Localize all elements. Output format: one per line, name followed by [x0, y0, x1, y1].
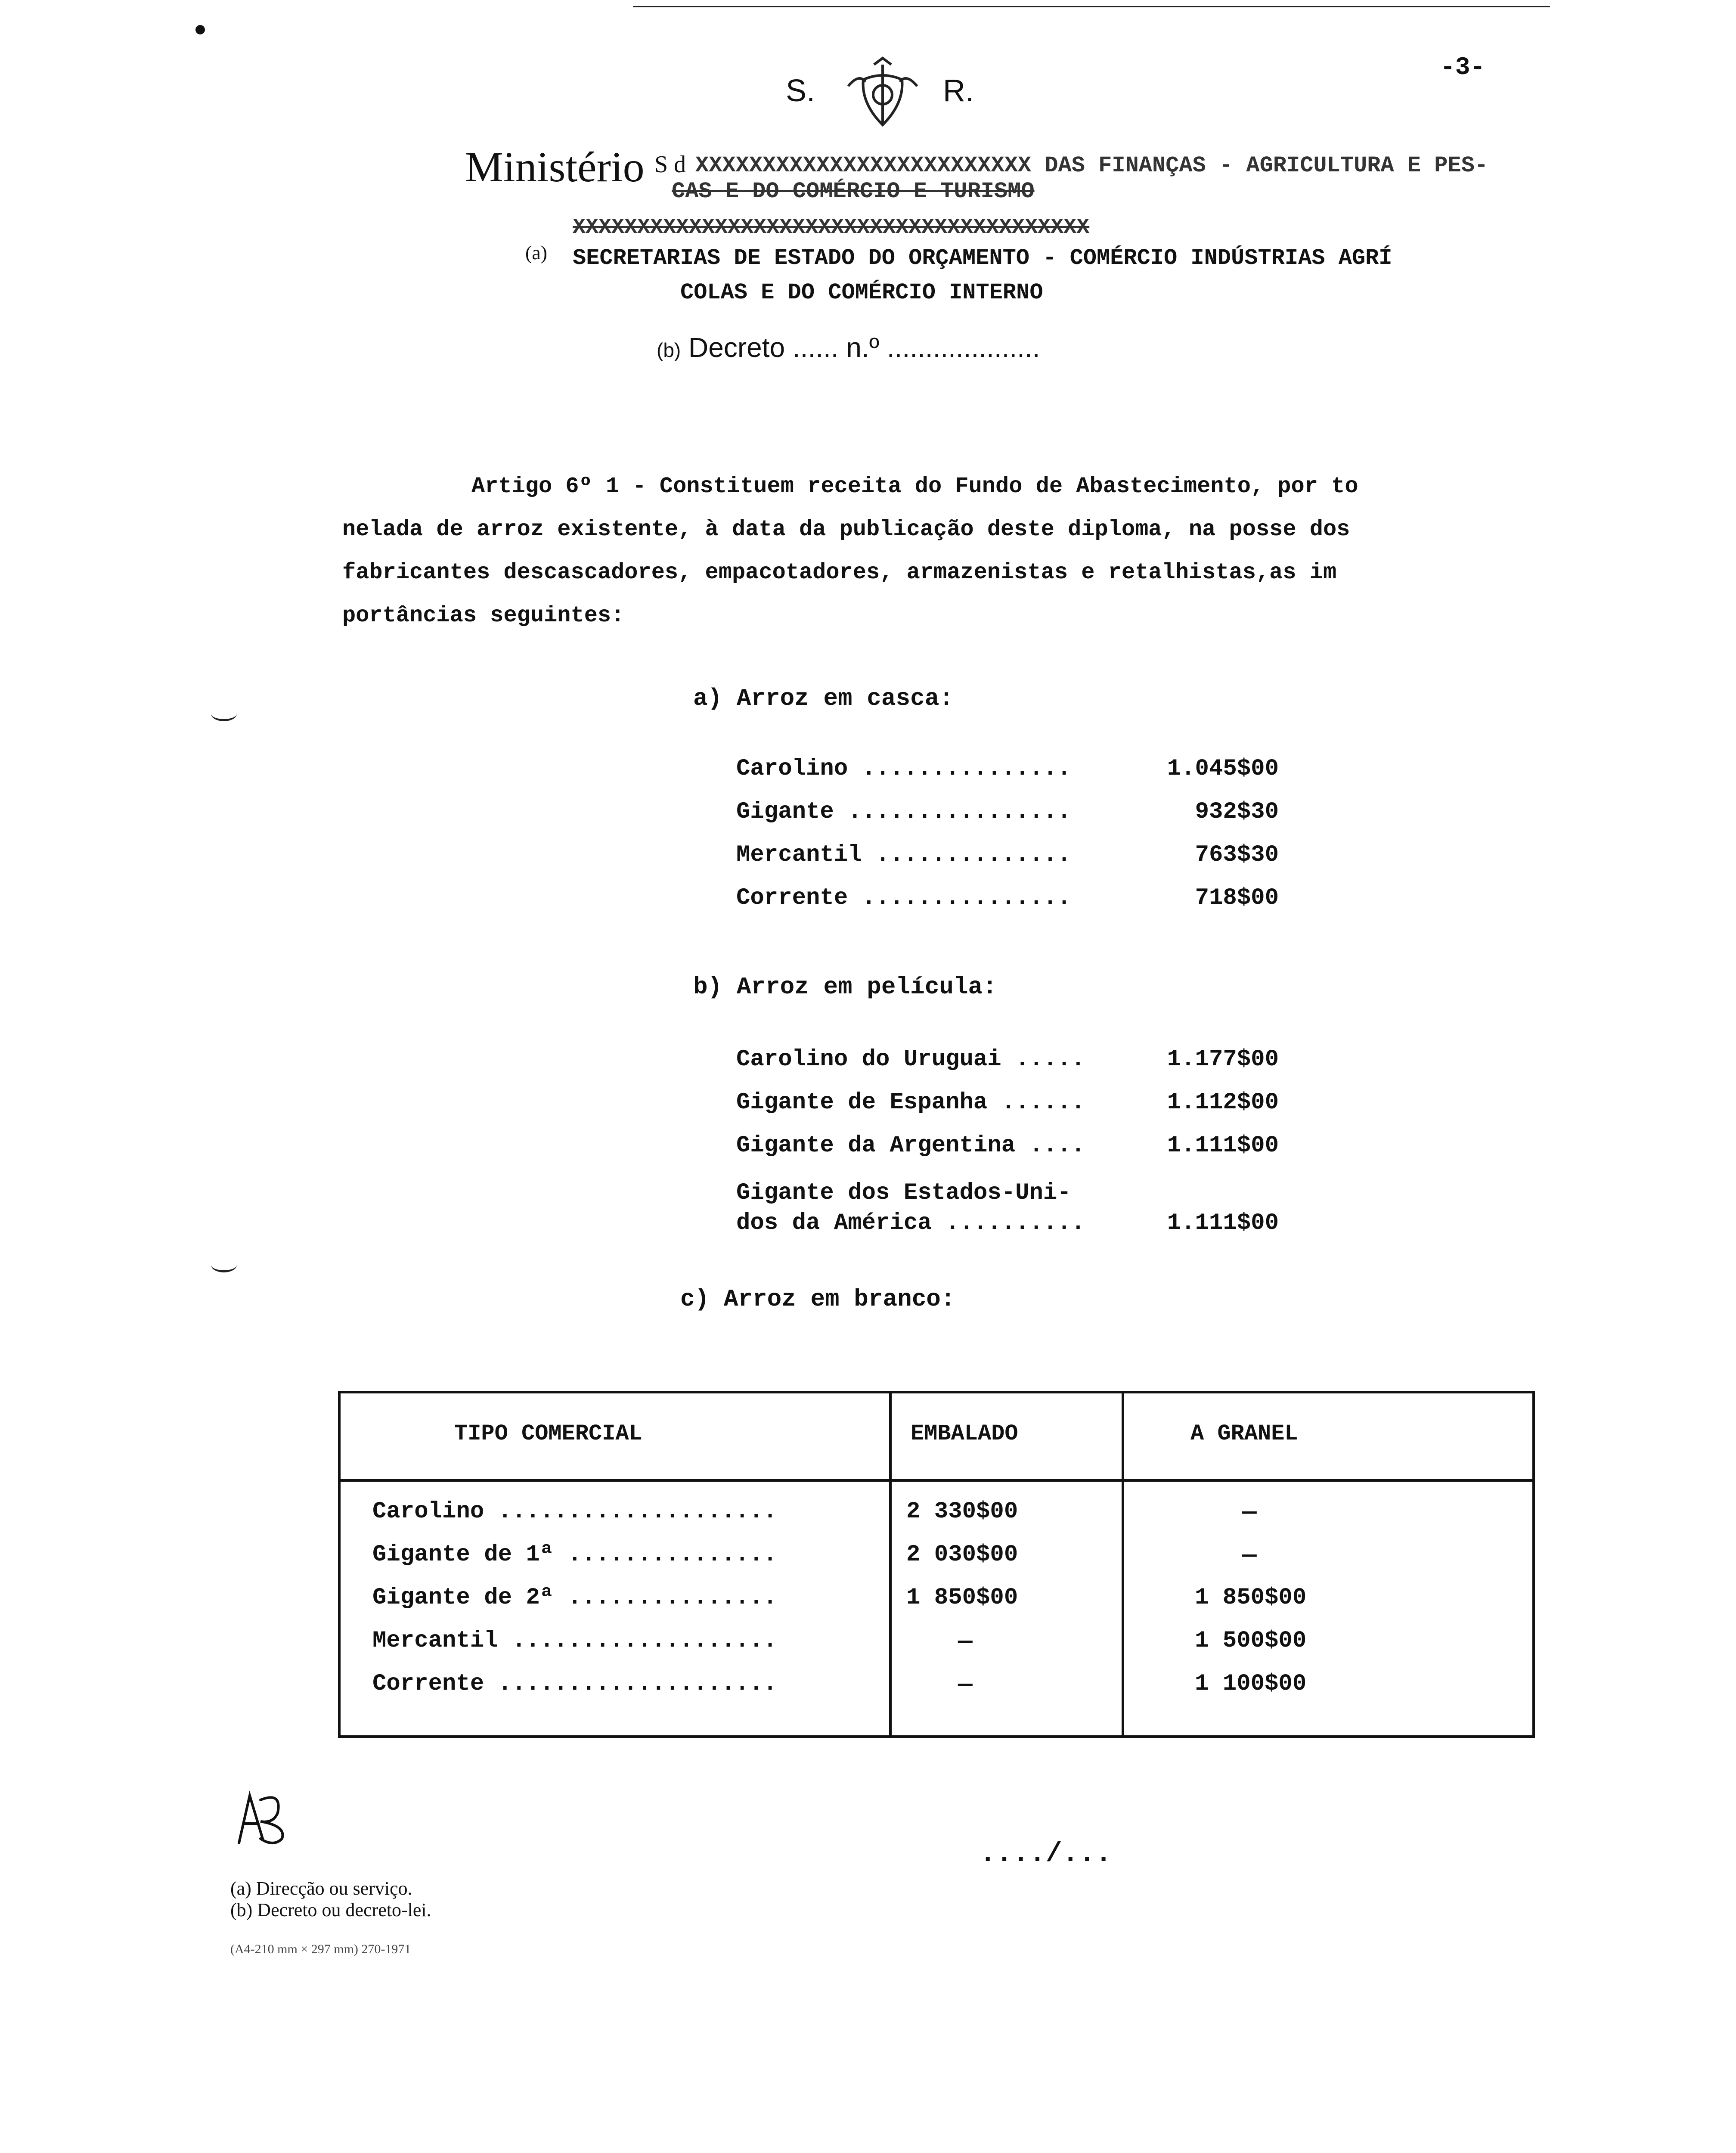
- table-cell: —: [958, 1628, 973, 1655]
- decreto-blank: ......: [792, 332, 839, 363]
- decreto-line: [657, 332, 1040, 363]
- table-header: EMBALADO: [911, 1421, 1018, 1446]
- artigo-line: Artigo 6º 1 - Constituem receita do Fundo de Abastecimento, por to: [471, 474, 1358, 499]
- list-item: Mercantil ..............: [736, 842, 1071, 868]
- decreto-no-label: n.º: [846, 332, 880, 363]
- table-cell: Mercantil ...................: [372, 1628, 777, 1654]
- list-value: 1.177$00: [1167, 1046, 1279, 1073]
- header-r: R.: [943, 74, 974, 108]
- list-value: 1.112$00: [1167, 1089, 1279, 1116]
- ministerio-name-line2: CAS E DO COMÉRCIO E TURISMO: [672, 179, 1035, 204]
- decreto-label: Decreto: [688, 332, 785, 363]
- table-cell: Gigante de 1ª ...............: [372, 1542, 777, 1568]
- handwritten-initials-icon: [230, 1783, 295, 1847]
- list-value: 718$00: [1195, 885, 1279, 911]
- list-value: 1.045$00: [1167, 756, 1279, 782]
- header-s: S.: [786, 74, 815, 108]
- table-cell: 1 850$00: [906, 1585, 1018, 1611]
- table-rule: [338, 1391, 1535, 1393]
- table-cell: 1 500$00: [1195, 1628, 1307, 1654]
- page-number: -3-: [1440, 54, 1485, 82]
- artigo-line: portâncias seguintes:: [342, 603, 625, 628]
- list-item: Carolino do Uruguai .....: [736, 1046, 1085, 1073]
- list-item: Corrente ...............: [736, 885, 1071, 911]
- coat-of-arms-icon: [840, 56, 926, 133]
- footnote-a: (a) Direcção ou serviço.: [230, 1878, 412, 1899]
- list-item: Gigante dos Estados-Uni-: [736, 1180, 1071, 1206]
- continuation-mark: ..../...: [980, 1839, 1112, 1870]
- table-header: TIPO COMERCIAL: [454, 1421, 642, 1446]
- secretaria-line1: SECRETARIAS DE ESTADO DO ORÇAMENTO - COMÉRCIO INDÚSTRIAS AGRÍ: [573, 245, 1392, 271]
- list-value: 1.111$00: [1167, 1132, 1279, 1159]
- margin-mark: [211, 1257, 237, 1272]
- artigo-paragraph: [342, 465, 1531, 637]
- table-rule: [338, 1479, 1535, 1482]
- table-cell: 2 030$00: [906, 1542, 1018, 1568]
- decreto-no-blank: ....................: [887, 332, 1040, 363]
- secretaria-struck: XXXXXXXXXXXXXXXXXXXXXXXXXXXXXXXXXXXXXXXX: [573, 215, 1090, 240]
- list-value: 1.111$00: [1167, 1210, 1279, 1236]
- table-rule: [338, 1391, 341, 1735]
- section-b-title: b) Arroz em película:: [693, 973, 997, 1001]
- top-rule: [633, 6, 1550, 7]
- list-value: 932$30: [1195, 799, 1279, 825]
- table-cell: —: [1242, 1542, 1257, 1569]
- table-rule: [1122, 1391, 1124, 1735]
- footnote-marker-b: (b): [657, 339, 681, 361]
- table-cell: —: [1242, 1498, 1257, 1526]
- section-c-title: c) Arroz em branco:: [680, 1285, 955, 1313]
- margin-mark: [211, 706, 237, 721]
- ministerio-sup: S d: [654, 151, 686, 178]
- list-value: 763$30: [1195, 842, 1279, 868]
- artigo-line: fabricantes descascadores, empacotadores, armazenistas e retalhistas,as im: [342, 560, 1337, 585]
- footnote-b: (b) Decreto ou decreto-lei.: [230, 1899, 431, 1920]
- list-item: dos da América ..........: [736, 1210, 1085, 1236]
- table-cell: —: [958, 1671, 973, 1698]
- table-cell: 1 100$00: [1195, 1671, 1307, 1697]
- table-cell: Corrente ....................: [372, 1671, 777, 1697]
- table-rule: [889, 1391, 892, 1735]
- table-rule: [1532, 1391, 1535, 1735]
- form-code: (A4-210 mm × 297 mm) 270-1971: [230, 1942, 411, 1956]
- table-cell: 1 850$00: [1195, 1585, 1307, 1611]
- list-item: Gigante da Argentina ....: [736, 1132, 1085, 1159]
- table-cell: 2 330$00: [906, 1498, 1018, 1525]
- secretaria-line2: COLAS E DO COMÉRCIO INTERNO: [680, 280, 1043, 305]
- section-a-title: a) Arroz em casca:: [693, 685, 954, 712]
- price-table: [338, 1391, 1535, 1744]
- table-cell: Gigante de 2ª ...............: [372, 1585, 777, 1611]
- table-cell: Carolino ....................: [372, 1498, 777, 1525]
- footnote-marker-a: (a): [525, 242, 548, 264]
- artigo-line: nelada de arroz existente, à data da publicação deste diploma, na posse dos: [342, 517, 1350, 542]
- punch-mark: [195, 25, 205, 34]
- table-header: A GRANEL: [1190, 1421, 1298, 1446]
- list-item: Carolino ...............: [736, 756, 1071, 782]
- ministerio-name: XXXXXXXXXXXXXXXXXXXXXXXXX DAS FINANÇAS - AGRICULTURA E PES-: [695, 153, 1488, 178]
- table-rule: [338, 1735, 1535, 1738]
- list-item: Gigante de Espanha ......: [736, 1089, 1085, 1116]
- list-item: Gigante ................: [736, 799, 1071, 825]
- ministerio-label: Ministério: [465, 143, 645, 191]
